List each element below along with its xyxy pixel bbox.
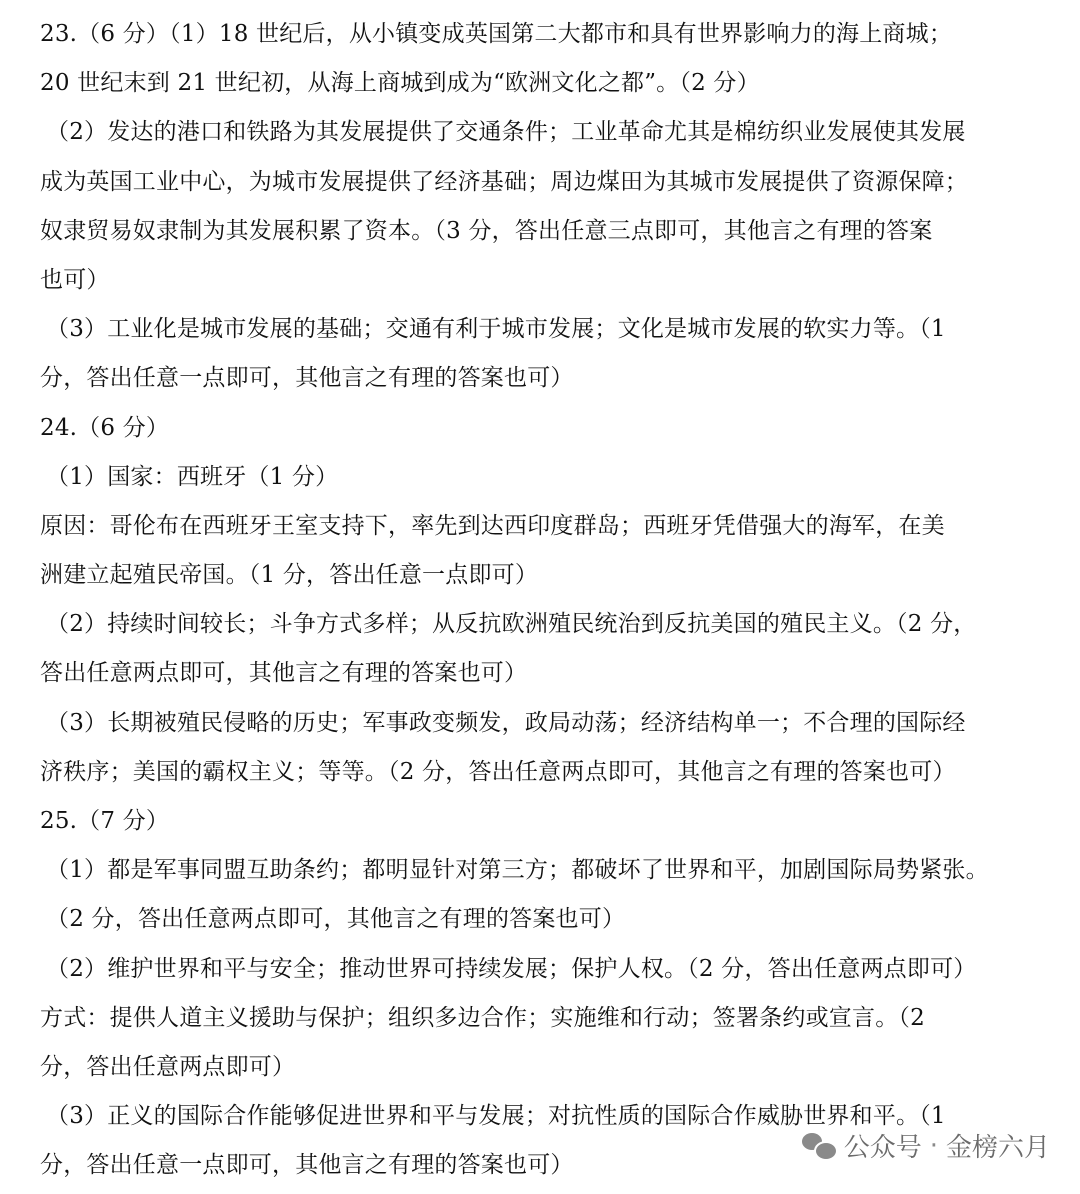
text-line: 奴隶贸易奴隶制为其发展积累了资本。（3 分，答出任意三点即可，其他言之有理的答案 <box>40 217 933 244</box>
wechat-icon <box>802 1131 836 1161</box>
text-line: 原因：哥伦布在西班牙王室支持下，率先到达西印度群岛；西班牙凭借强大的海军，在美 <box>40 512 945 539</box>
answer-document <box>40 10 1050 1191</box>
text-line: （3）长期被殖民侵略的历史；军事政变频发，政局动荡；经济结构单一；不合理的国际经 <box>46 709 966 736</box>
text-line: （2）维护世界和平与安全；推动世界可持续发展；保护人权。（2 分，答出任意两点即可） <box>46 955 977 982</box>
watermark-separator: · <box>929 1130 938 1161</box>
text-line: 济秩序；美国的霸权主义；等等。（2 分，答出任意两点即可，其他言之有理的答案也可） <box>40 758 956 785</box>
text-line: 24.（6 分） <box>40 414 170 441</box>
text-line: 分，答出任意一点即可，其他言之有理的答案也可） <box>40 365 574 392</box>
watermark <box>802 1127 1050 1164</box>
text-line: （3）正义的国际合作能够促进世界和平与发展；对抗性质的国际合作威胁世界和平。（1 <box>46 1103 946 1130</box>
text-line: 分，答出任意一点即可，其他言之有理的答案也可） <box>40 1152 574 1179</box>
text-line: （1）都是军事同盟互助条约；都明显针对第三方；都破坏了世界和平，加剧国际局势紧张。 <box>46 857 989 884</box>
text-line: 20 世纪末到 21 世纪初，从海上商城到成为“欧洲文化之都”。（2 分） <box>40 70 760 97</box>
text-line: （2）持续时间较长；斗争方式多样；从反抗欧洲殖民统治到反抗美国的殖民主义。（2 分， <box>46 611 977 638</box>
text-line: 25.（7 分） <box>40 808 170 834</box>
text-line: 成为英国工业中心，为城市发展提供了经济基础；周边煤田为其城市发展提供了资源保障； <box>40 168 968 195</box>
answer-lines <box>40 10 1050 1191</box>
watermark-account: 金榜六月 <box>945 1133 1050 1163</box>
text-line: 也可） <box>40 266 110 293</box>
text-line: 洲建立起殖民帝国。（1 分，答出任意一点即可） <box>40 562 539 589</box>
text-line: 方式：提供人道主义援助与保护；组织多边合作；实施维和行动；签署条约或宣言。（2 <box>40 1004 925 1031</box>
text-line: 23.（6 分）（1）18 世纪后，从小镇变成英国第二大都市和具有世界影响力的海上商城； <box>40 21 953 47</box>
text-line: （2）发达的港口和铁路为其发展提供了交通条件；工业革命尤其是棉纺织业发展使其发展 <box>46 119 966 146</box>
watermark-source: 公众号 <box>843 1133 922 1163</box>
text-line: （1）国家：西班牙（1 分） <box>46 463 339 490</box>
text-line: （3）工业化是城市发展的基础；交通有利于城市发展；文化是城市发展的软实力等。（1 <box>46 316 946 343</box>
text-line: （2 分，答出任意两点即可，其他言之有理的答案也可） <box>46 906 626 933</box>
text-line: 分，答出任意两点即可） <box>40 1053 296 1080</box>
text-line: 答出任意两点即可，其他言之有理的答案也可） <box>40 660 528 687</box>
